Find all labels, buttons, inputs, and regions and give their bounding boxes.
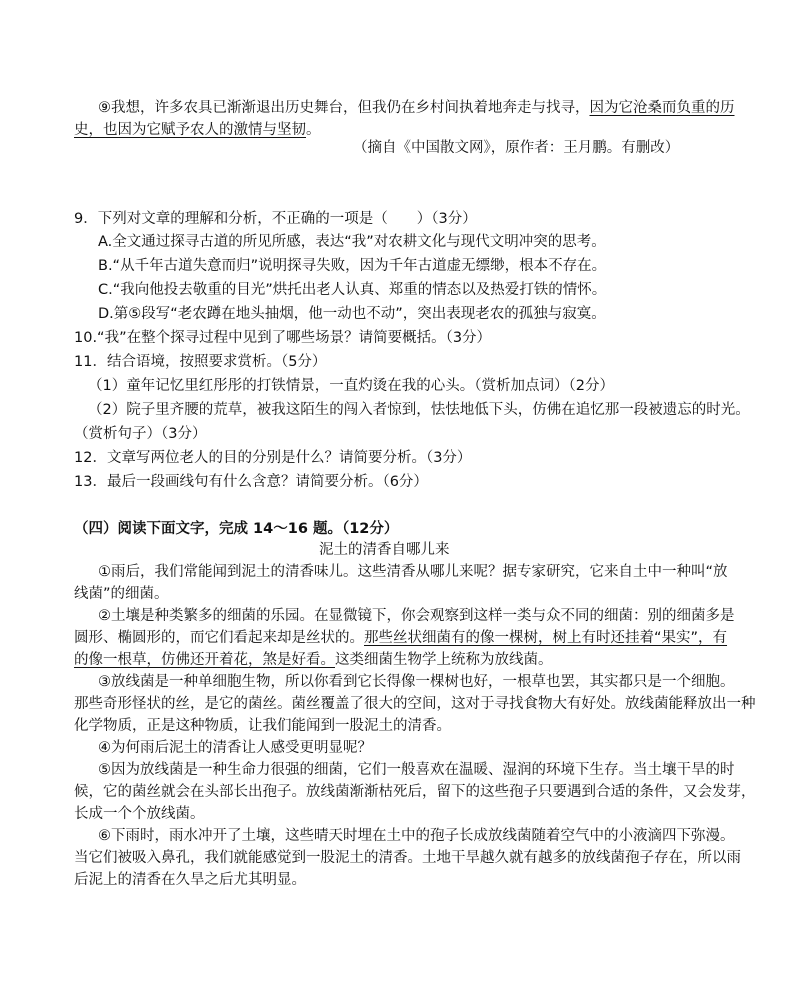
question-9-stem: 9．下列对文章的理解和分析，不正确的一项是（ ）（3分） — [74, 211, 477, 227]
article-paragraph-3-line-1: ③放线菌是一种单细胞生物，所以你看到它长得像一棵树也好，一根草也罢，其实都只是一个细胞。 — [98, 674, 735, 690]
question-9-option-d: D.第⑤段写“老农蹲在地头抽烟，他一动也不动”，突出表现老农的孤独与寂寞。 — [98, 306, 606, 322]
question-12: 12．文章写两位老人的目的分别是什么？请简要分析。（3分） — [74, 450, 472, 466]
article-paragraph-2-line-2 — [74, 627, 727, 649]
article-title: 泥土的清香自哪儿来 — [319, 542, 450, 558]
article-paragraph-6-line-1: ⑥下雨时，雨水冲开了土壤，这些晴天时埋在土中的孢子长成放线菌随着空气中的小液滴四下弥漫。 — [98, 828, 735, 844]
paragraph-9-line-2 — [74, 119, 321, 141]
question-11-stem: 11．结合语境，按照要求赏析。（5分） — [74, 354, 327, 370]
underlined-sentence: 那些丝状细菌有的像一棵树，树上有时还挂着“果实”，有 — [364, 630, 728, 646]
article-paragraph-3-line-2: 那些奇形怪状的丝，是它的菌丝。菌丝覆盖了很大的空间，这对于寻找食物大有好处。放线菌能释放出一种 — [74, 696, 756, 712]
section-4-heading: （四）阅读下面文字，完成 14～16 题。（12分） — [74, 521, 399, 537]
paragraph-2-text: 圆形、椭圆形的，而它们看起来却是丝状的。 — [74, 630, 364, 646]
question-9-option-b: B.“从千年古道失意而归”说明探寻失败，因为千年古道虚无缥缈，根本不存在。 — [98, 258, 607, 274]
article-paragraph-5-line-2: 候，它的菌丝就会在头部长出孢子。放线菌渐渐枯死后，留下的这些孢子只要遇到合适的条件，又会发芽， — [74, 784, 756, 800]
article-paragraph-1-line-2: 线菌”的细菌。 — [74, 586, 169, 602]
underlined-sentence: 的像一根草，仿佛还开着花，煞是好看。 — [74, 652, 335, 668]
article-paragraph-3-line-3: 化学物质，正是这种物质，让我们能闻到一股泥土的清香。 — [74, 718, 451, 734]
article-paragraph-5-line-3: 长成一个个放线菌。 — [74, 806, 205, 822]
paragraph-2-text: 这类细菌生物学上统称为放线菌。 — [335, 652, 553, 668]
article-paragraph-1-line-1: ①雨后，我们常能闻到泥土的清香味儿。这些清香从哪儿来呢？据专家研究，它来自土中一种叫“放 — [98, 564, 728, 580]
underlined-sentence: 因为它沧桑而负重的历 — [589, 100, 735, 116]
underlined-sentence: 史，也因为它赋予农人的激情与坚韧 — [74, 122, 306, 138]
question-11-sub-2-line-2: （赏析句子）（3分） — [74, 426, 207, 442]
question-11-sub-1: （1）童年记忆里红彤彤的打铁情景，一直灼烫在我的心头。（赏析加点词）（2分） — [88, 378, 614, 394]
question-13: 13．最后一段画线句有什么含意？请简要分析。（6分） — [74, 474, 428, 490]
article-paragraph-2-line-1: ②土壤是种类繁多的细菌的乐园。在显微镜下，你会观察到这样一类与众不同的细菌：别的细菌多是 — [98, 608, 735, 624]
paragraph-9-line-1 — [98, 97, 735, 119]
question-10: 10.“我”在整个探寻过程中见到了哪些场景？请简要概括。（3分） — [74, 330, 492, 346]
question-9-option-a: A.全文通过探寻古道的所见所感，表达“我”对农耕文化与现代文明冲突的思考。 — [98, 234, 606, 250]
article-paragraph-2-line-3 — [74, 649, 553, 671]
article-paragraph-5-line-1: ⑤因为放线菌是一种生命力很强的细菌，它们一般喜欢在温暖、湿润的环境下生存。当土壤干旱的时 — [98, 762, 735, 778]
article-paragraph-6-line-2: 当它们被吸入鼻孔，我们就能感觉到一股泥土的清香。土地干旱越久就有越多的放线菌孢子存在，所以雨 — [74, 850, 741, 866]
question-11-sub-2-line-1: （2）院子里齐腰的荒草，被我这陌生的闯入者惊到，怯怯地低下头，仿佛在追忆那一段被遗忘的时光。 — [88, 402, 750, 418]
paragraph-9-end: 。 — [306, 122, 321, 138]
question-9-option-c: C.“我向他投去敬重的目光”烘托出老人认真、郑重的情态以及热爱打铁的情怀。 — [98, 282, 607, 298]
source-citation: （摘自《中国散文网》，原作者：王月鹏。有删改） — [353, 140, 680, 156]
article-paragraph-4: ④为何雨后泥土的清香让人感受更明显呢？ — [98, 740, 372, 756]
article-paragraph-6-line-3: 后泥上的清香在久旱之后尤其明显。 — [74, 872, 306, 888]
paragraph-9-text: ⑨我想，许多农具已渐渐退出历史舞台，但我仍在乡村间执着地奔走与找寻， — [98, 100, 590, 116]
